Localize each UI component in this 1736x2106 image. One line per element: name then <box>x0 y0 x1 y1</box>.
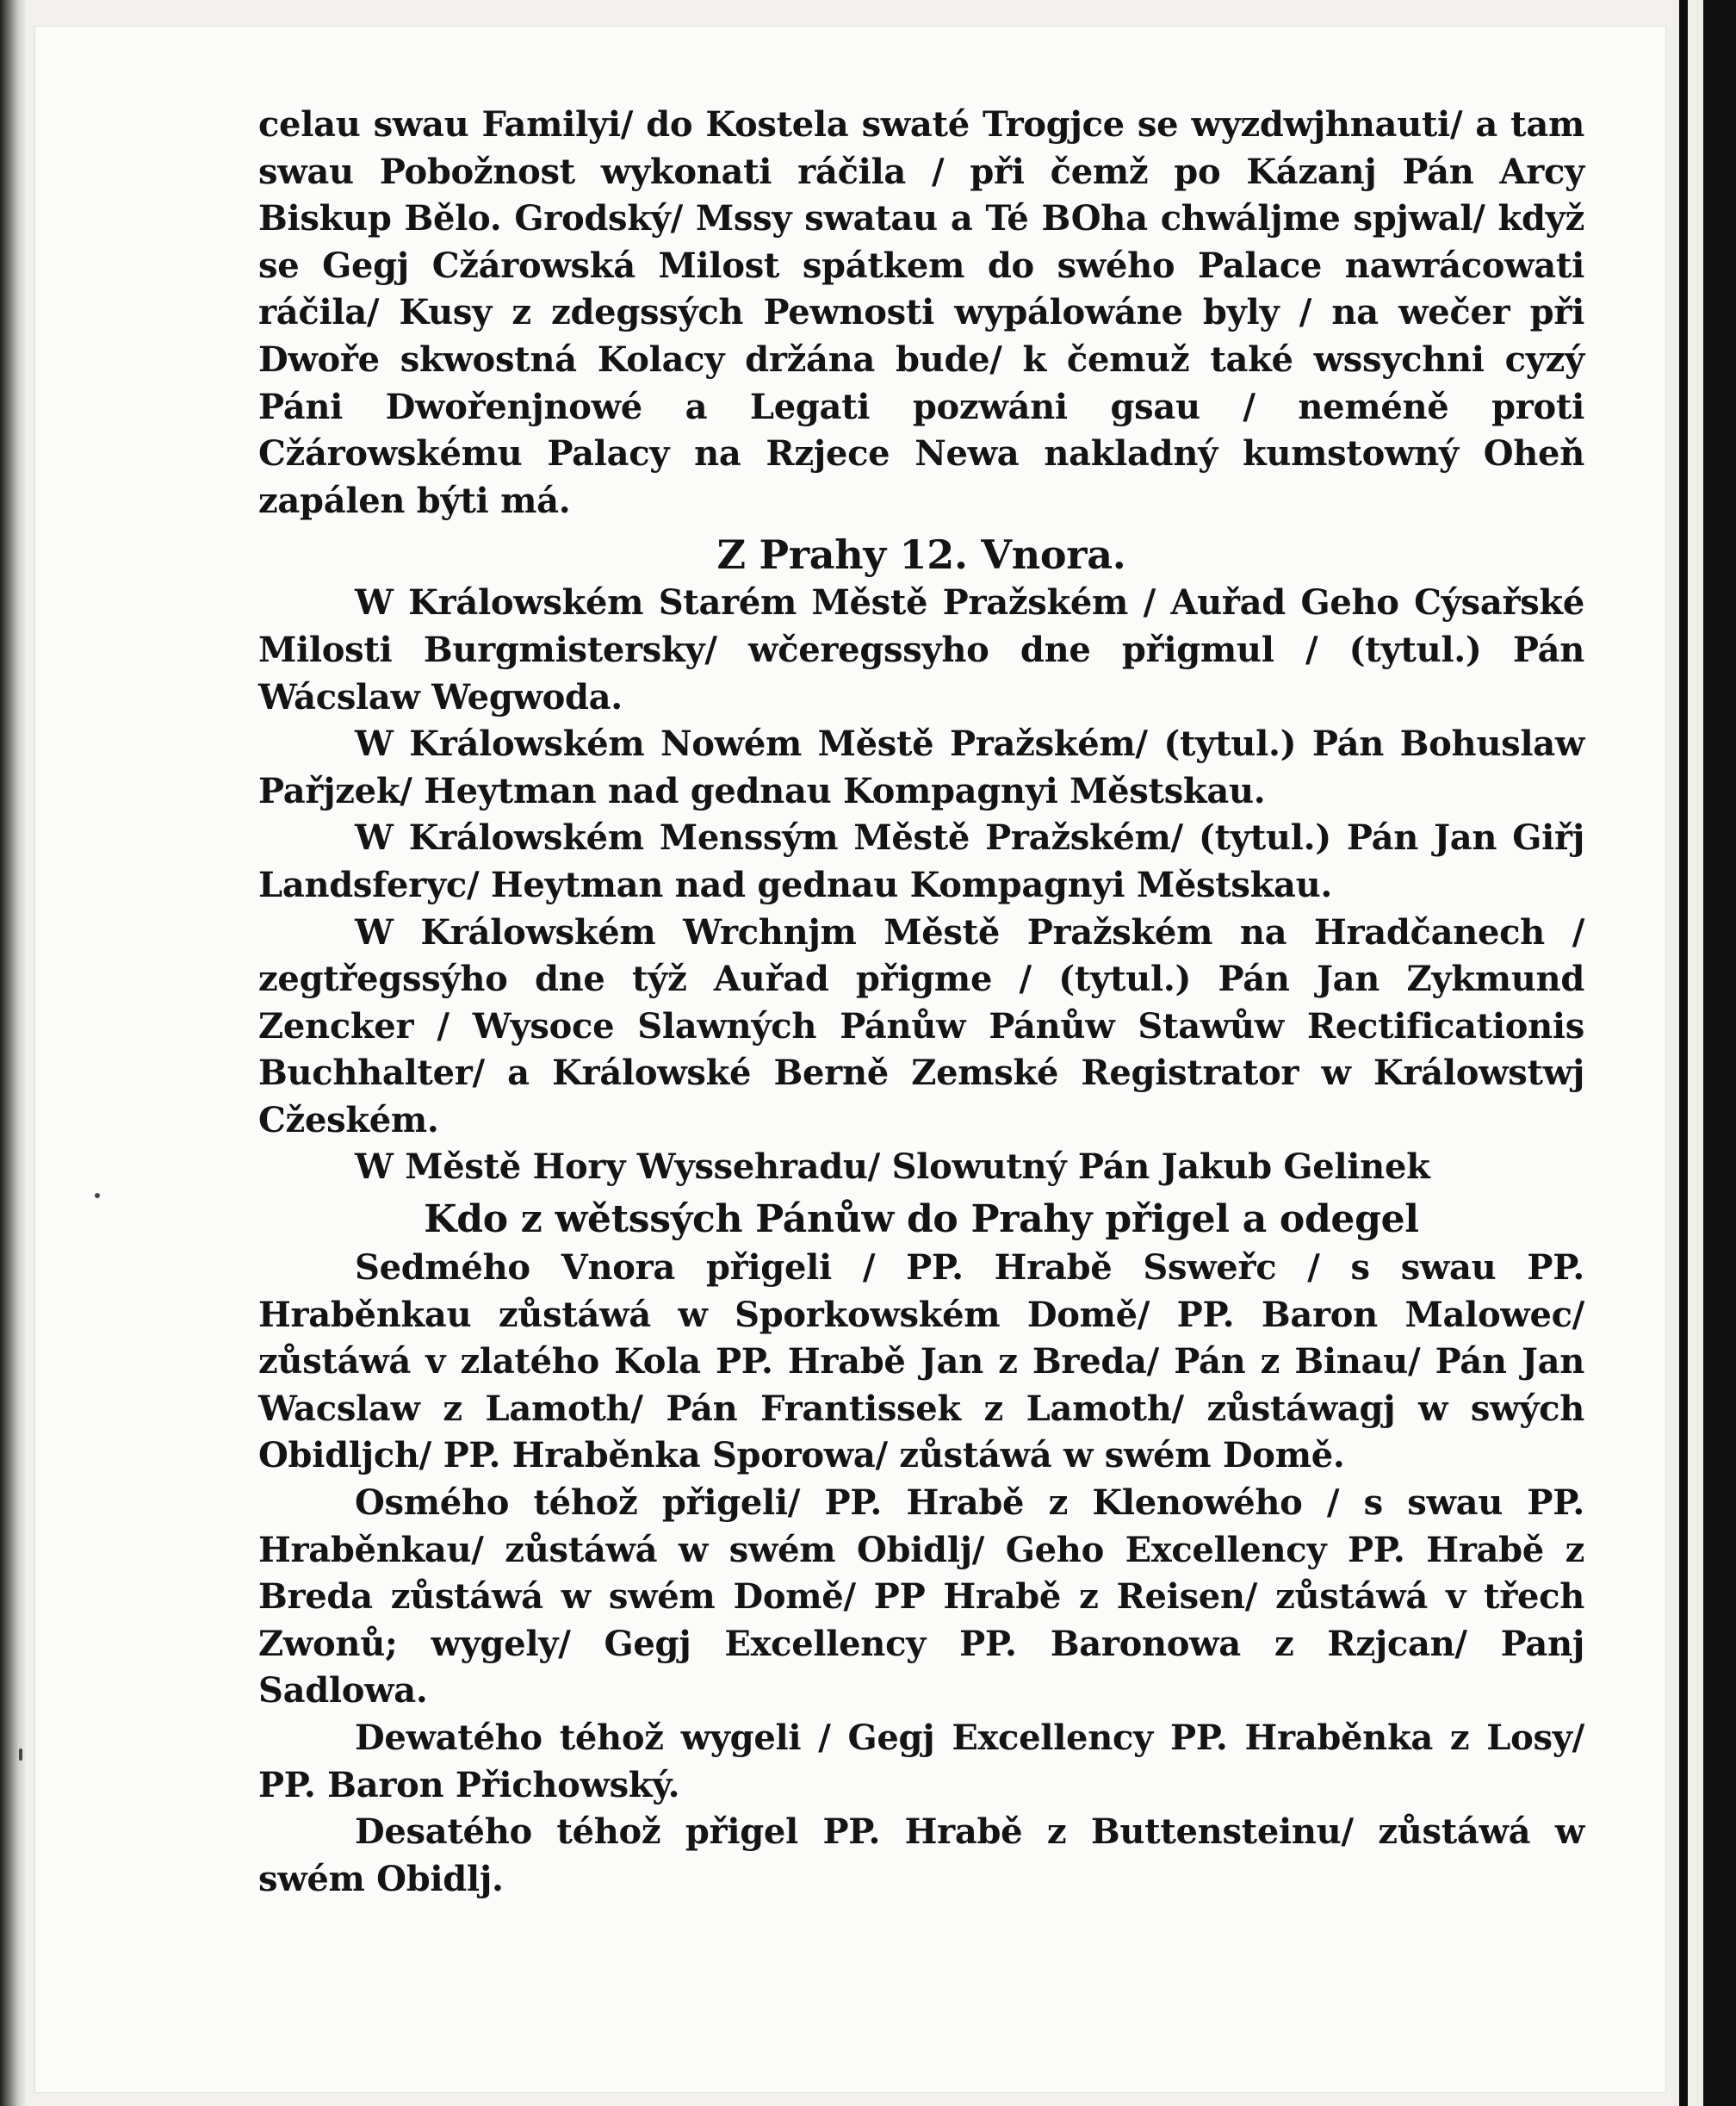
next-page-edge <box>1688 0 1703 2106</box>
arrival-paragraph: Desatého téhož přigel PP. Hrabě z Buttensteinu/ zůstáwá w swém Obidlj. <box>258 1811 1584 1899</box>
news-paragraph: W Králowském Wrchnjm Městě Pražském na Hradčanech / zegtřegssýho dne týž Auřad přigme / (tytul.) Pán Jan Zykmund Zencker / Wysoce Slawných Pánůw Pánůw Stawůw Rectificationis Buchhalter/ a Králowské Berně Zemské Registrator w Králowstwj Cžeském. <box>258 911 1584 1140</box>
document-text <box>258 102 1584 1903</box>
intro-paragraph: celau swau Familyi/ do Kostela swaté Trogjce se wyzdwjhnauti/ a tam swau Pobožnost wykonati ráčila / při čemž po Kázanj Pán Arcy Biskup Bělo. Grodský/ Mssy swatau a Té BOha chwáljme spjwal/ když se Gegj Cžárowská Milost spátkem do swého Palace nawrácowati ráčila/ Kusy z zdegssých Pewnosti wypálowáne byly / na wečer při Dwoře skwostná Kolacy držána bude/ k čemuž také wssychni cyzý Páni Dwořenjnowé a Legati pozwáni gsau / neméně proti Cžárowskému Palacy na Rzjece Newa nakladný kumstowný Oheň zapálen býti má. <box>258 104 1584 521</box>
page-left-edge <box>0 0 26 2106</box>
ink-speck <box>95 1193 100 1198</box>
news-paragraph: W Králowském Starém Městě Pražském / Auřad Geho Cýsařské Milosti Burgmistersky/ wčeregssyho dne přigmul / (tytul.) Pán Wácslaw Wegwoda. <box>258 582 1584 718</box>
news-paragraph: W Králowském Menssým Městě Pražském/ (tytul.) Pán Jan Giřj Landsferyc/ Heytman nad gednau Kompagnyi Městskau. <box>258 817 1584 905</box>
arrival-paragraph: Sedmého Vnora přigeli / PP. Hrabě Ssweřc / s swau PP. Hraběnkau zůstáwá w Sporkowském Domě/ PP. Baron Malowec/ zůstáwá v zlatého Kola PP. Hrabě Jan z Breda/ Pán z Binau/ Pán Jan Wacslaw z Lamoth/ Pán Frantissek z Lamoth/ zůstáwagj w swých Obidljch/ PP. Hraběnka Sporowa/ zůstáwá w swém Domě. <box>258 1247 1584 1476</box>
arrival-paragraph: Dewatého téhož wygeli / Gegj Excellency PP. Hraběnka z Losy/ PP. Baron Přichowský. <box>258 1718 1584 1805</box>
news-paragraph: W Králowském Nowém Městě Pražském/ (tytul.) Pán Bohuslaw Pařjzek/ Heytman nad gednau Kompagnyi Městskau. <box>258 724 1584 811</box>
section-heading: Z Prahy 12. Vnora. <box>716 531 1126 579</box>
arrival-paragraph: Osmého téhož přigeli/ PP. Hrabě z Klenowého / s swau PP. Hraběnkau/ zůstáwá w swém Obidlj/ Geho Excellency PP. Hrabě z Breda zůstáwá w swém Domě/ PP Hrabě z Reisen/ zůstáwá v třech Zwonů; wygely/ Gegj Excellency PP. Baronowa z Rzjcan/ Panj Sadlowa. <box>258 1482 1584 1712</box>
news-paragraph: W Městě Hory Wyssehradu/ Slowutný Pán Jakub Gelinek <box>355 1146 1430 1188</box>
arrivals-heading: Kdo z wětssých Pánůw do Prahy přigel a odegel <box>424 1197 1419 1242</box>
ink-speck <box>19 1749 22 1761</box>
